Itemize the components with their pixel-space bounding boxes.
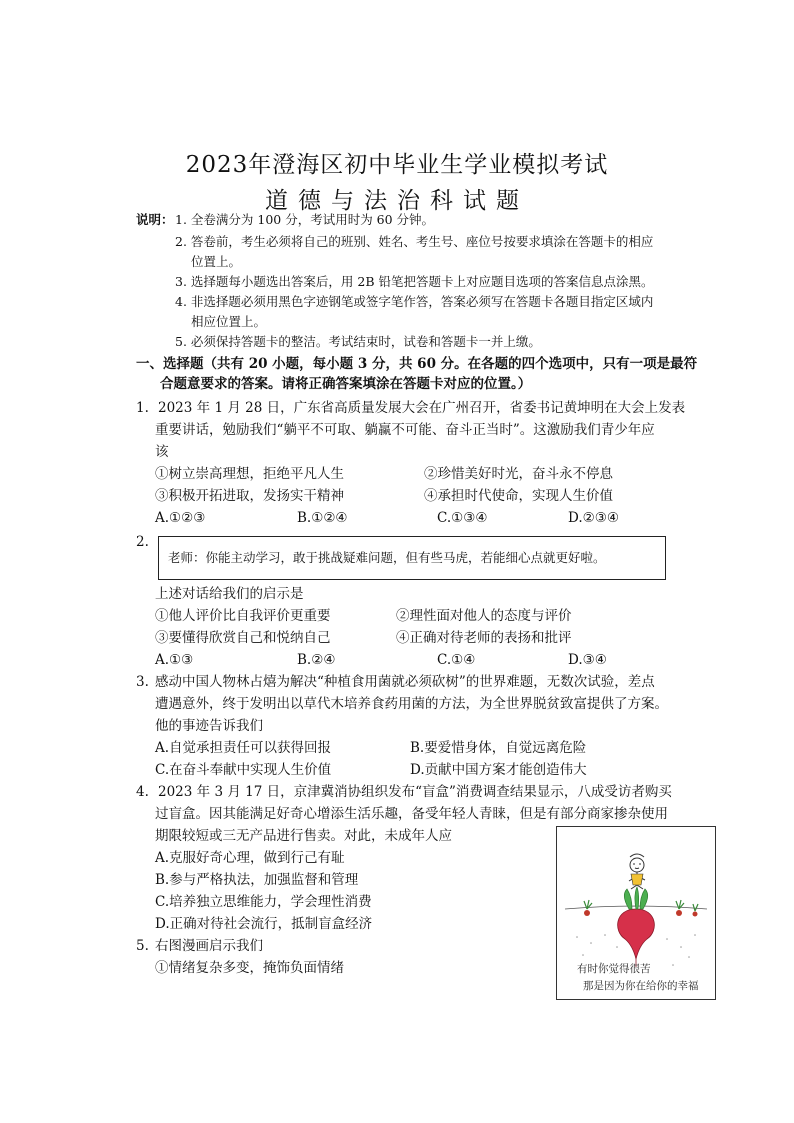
instruction-item: 2. 答卷前，考生必须将自己的班别、姓名、考生号、座位号按要求填涂在答题卡的相应 <box>175 234 654 249</box>
q4-option-c: C.培养独立思维能力，学会理性消费 <box>155 894 372 910</box>
q1-option-b: B.①②④ <box>297 510 348 526</box>
q2-option-b: B.②④ <box>297 652 336 668</box>
q5-number: 5. <box>136 938 149 954</box>
q2-statement: ③要懂得欣赏自己和悦纳自己 <box>155 630 331 646</box>
q1-statement: ③积极开拓进取，发扬实干精神 <box>155 488 344 504</box>
q1-stem: 该 <box>155 444 169 460</box>
instruction-item: 1. 全卷满分为 100 分，考试用时为 60 分钟。 <box>175 212 435 227</box>
q1-statement: ①树立崇高理想，拒绝平凡人生 <box>155 466 344 482</box>
q3-option-c: C.在奋斗奉献中实现人生价值 <box>155 762 332 778</box>
q1-stem: 重要讲话，勉励我们“躺平不可取、躺赢不可能、奋斗正当时”。这激励我们青少年应 <box>155 422 655 438</box>
q1-option-c: C.①③④ <box>437 510 488 526</box>
comic-caption: 有时你觉得很苦 <box>577 963 651 975</box>
q3-stem: 感动中国人物林占熺为解决“种植食用菌就必须砍树”的世界难题，无数次试验，差点 <box>155 674 655 690</box>
q3-number: 3. <box>136 674 149 690</box>
q4-option-b: B.参与严格执法，加强监督和管理 <box>155 872 359 888</box>
q4-stem: 2023 年 3 月 17 日，京津冀消协组织发布“盲盒”消费调查结果显示，八成受访者购买 <box>158 784 672 800</box>
q2-option-c: C.①④ <box>437 652 476 668</box>
q3-stem: 遭遇意外，终于发明出以草代木培养食药用菌的方法，为全世界脱贫致富提供了方案。 <box>155 696 668 712</box>
q4-option-a: A.克服好奇心理，做到行己有耻 <box>155 850 345 866</box>
q2-option-d: D.③④ <box>568 652 607 668</box>
q4-stem: 期限较短或三无产品进行售卖。对此，未成年人应 <box>155 828 452 844</box>
q1-option-d: D.②③④ <box>568 510 619 526</box>
q3-option-b: B.要爱惜身体，自觉远离危险 <box>410 740 587 756</box>
subject-title: 道德与法治科试题 <box>265 188 529 214</box>
q2-number: 2. <box>136 534 149 550</box>
q2-statement: ④正确对待老师的表扬和批评 <box>396 630 572 646</box>
q1-statement: ④承担时代使命，实现人生价值 <box>424 488 613 504</box>
instruction-item: 4. 非选择题必须用黑色字迹钢笔或签字笔作答，答案必须写在答题卡各题目指定区域内 <box>175 294 654 309</box>
q4-number: 4. <box>136 784 149 800</box>
q2-stem: 上述对话给我们的启示是 <box>155 586 304 602</box>
q2-statement: ②理性面对他人的态度与评价 <box>396 608 572 624</box>
instruction-item: 5. 必须保持答题卡的整洁。考试结束时，试卷和答题卡一并上缴。 <box>175 334 541 349</box>
instruction-item: 相应位置上。 <box>191 314 267 329</box>
q5-stem: 右图漫画启示我们 <box>155 938 263 954</box>
q2-option-a: A.①③ <box>155 652 194 668</box>
instruction-item: 3. 选择题每小题选出答案后，用 2B 铅笔把答题卡上对应题目选项的答案信息点涂黑。 <box>175 274 654 289</box>
exam-title: 2023年澄海区初中毕业生学业模拟考试 <box>185 152 609 178</box>
q3-stem: 他的事迹告诉我们 <box>155 718 263 734</box>
section-heading: 一、选择题（共有 20 小题，每小题 3 分，共 60 分。在各题的四个选项中，只有一项是最符 <box>136 356 698 372</box>
q1-option-a: A.①②③ <box>155 510 206 526</box>
q5-statement: ①情绪复杂多变，掩饰负面情绪 <box>155 960 344 976</box>
section-heading-cont: 合题意要求的答案。请将正确答案填涂在答题卡对应的位置。） <box>160 376 532 392</box>
instruction-item: 位置上。 <box>191 254 242 269</box>
q4-option-d: D.正确对待社会流行，抵制盲盒经济 <box>155 916 373 932</box>
q3-option-a: A.自觉承担责任可以获得回报 <box>155 740 332 756</box>
instructions-label: 说明： <box>136 212 174 227</box>
comic-caption: 那是因为你在给你的幸福 <box>583 980 699 992</box>
q4-stem: 过盲盒。因其能满足好奇心增添生活乐趣，备受年轻人青睐，但是有部分商家掺杂使用 <box>155 806 668 822</box>
q1-stem: 2023 年 1 月 28 日，广东省高质量发展大会在广州召开，省委书记黄坤明在大会上发表 <box>158 400 686 416</box>
comic-illustration <box>556 826 716 1000</box>
q1-number: 1. <box>136 400 149 416</box>
comic-drawing <box>557 827 715 999</box>
q2-dialogue: 老师：你能主动学习，敢于挑战疑难问题，但有些马虎，若能细心点就更好啦。 <box>168 550 606 565</box>
q2-statement: ①他人评价比自我评价更重要 <box>155 608 331 624</box>
q1-statement: ②珍惜美好时光，奋斗永不停息 <box>424 466 613 482</box>
q3-option-d: D.贡献中国方案才能创造伟大 <box>410 762 587 778</box>
